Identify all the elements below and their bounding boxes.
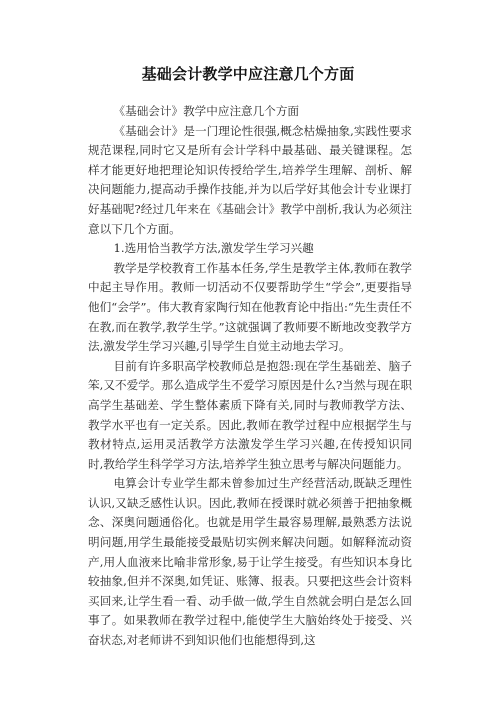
paragraph-subtitle: 《基础会计》教学中应注意几个方面: [113, 104, 300, 118]
paragraph-body: 目前有许多职高学校教师总是抱怨:现在学生基础差、脑子笨,又不爱学。那么造成学生不爱学习原因是什么?当然与现在职高学生基础差、学生整体素质下降有关,同时与教师教学方法、教学水平也有一定关系。因此,教师在教学过程中应根据学生与教材特点,运用灵活教学方法激发学生学习兴趣,在传授知识同时,教给学生科学学习方法,培养学生独立思考与解决问题能力。: [88, 358, 412, 471]
paragraph-body: 教学是学校教育工作基本任务,学生是教学主体,教师在教学中起主导作用。教师一切活动不仅要帮助学生“学会”,更要指导他们“会学”。伟大教育家陶行知在他教育论中指出:“先生责任不在教,而在教学,教学生学。”这就强调了教师要不断地改变教学方法,激发学生学习兴趣,引导学生自觉主动地去学习。: [88, 260, 412, 354]
paragraph-body: 电算会计专业学生都未曾参加过生产经营活动,既缺乏理性认识,又缺乏感性认识。因此,教师在授课时就必须善于把抽象概念、深奥问题通俗化。也就是用学生最容易理解,最熟悉方法说明问题,用学生最能接受最贴切实例来解决问题。如解释流动资产,用人血液来比喻非常形象,易于让学生接受。有些知识本身比较抽象,但并不深奥,如凭证、账簿、报表。只要把这些会计资料买回来,让学生看一看、动手做一做,学生自然就会明白是怎么回事了。如果教师在教学过程中,能使学生大脑始终处于接受、兴奋状态,对老师讲不到知识他们也能想得到,这: [88, 476, 412, 648]
section-heading-1: 1.选用恰当教学方法,激发学生学习兴趣: [113, 241, 314, 256]
paragraph-intro: 《基础会计》是一门理论性很强,概念枯燥抽象,实践性要求规范课程,同时它又是所有会计学科中最基础、最关键课程。怎样才能更好地把理论知识传授给学生,培养学生理解、剖析、解决问题能力,提高动手操作技能,并为以后学好其他会计专业课打好基础呢?经过几年来在《基础会计》教学中剖析,我认为必须注意以下几个方面。: [88, 123, 412, 236]
page-title: 基础会计教学中应注意几个方面: [141, 65, 355, 83]
document-body: [88, 102, 412, 651]
